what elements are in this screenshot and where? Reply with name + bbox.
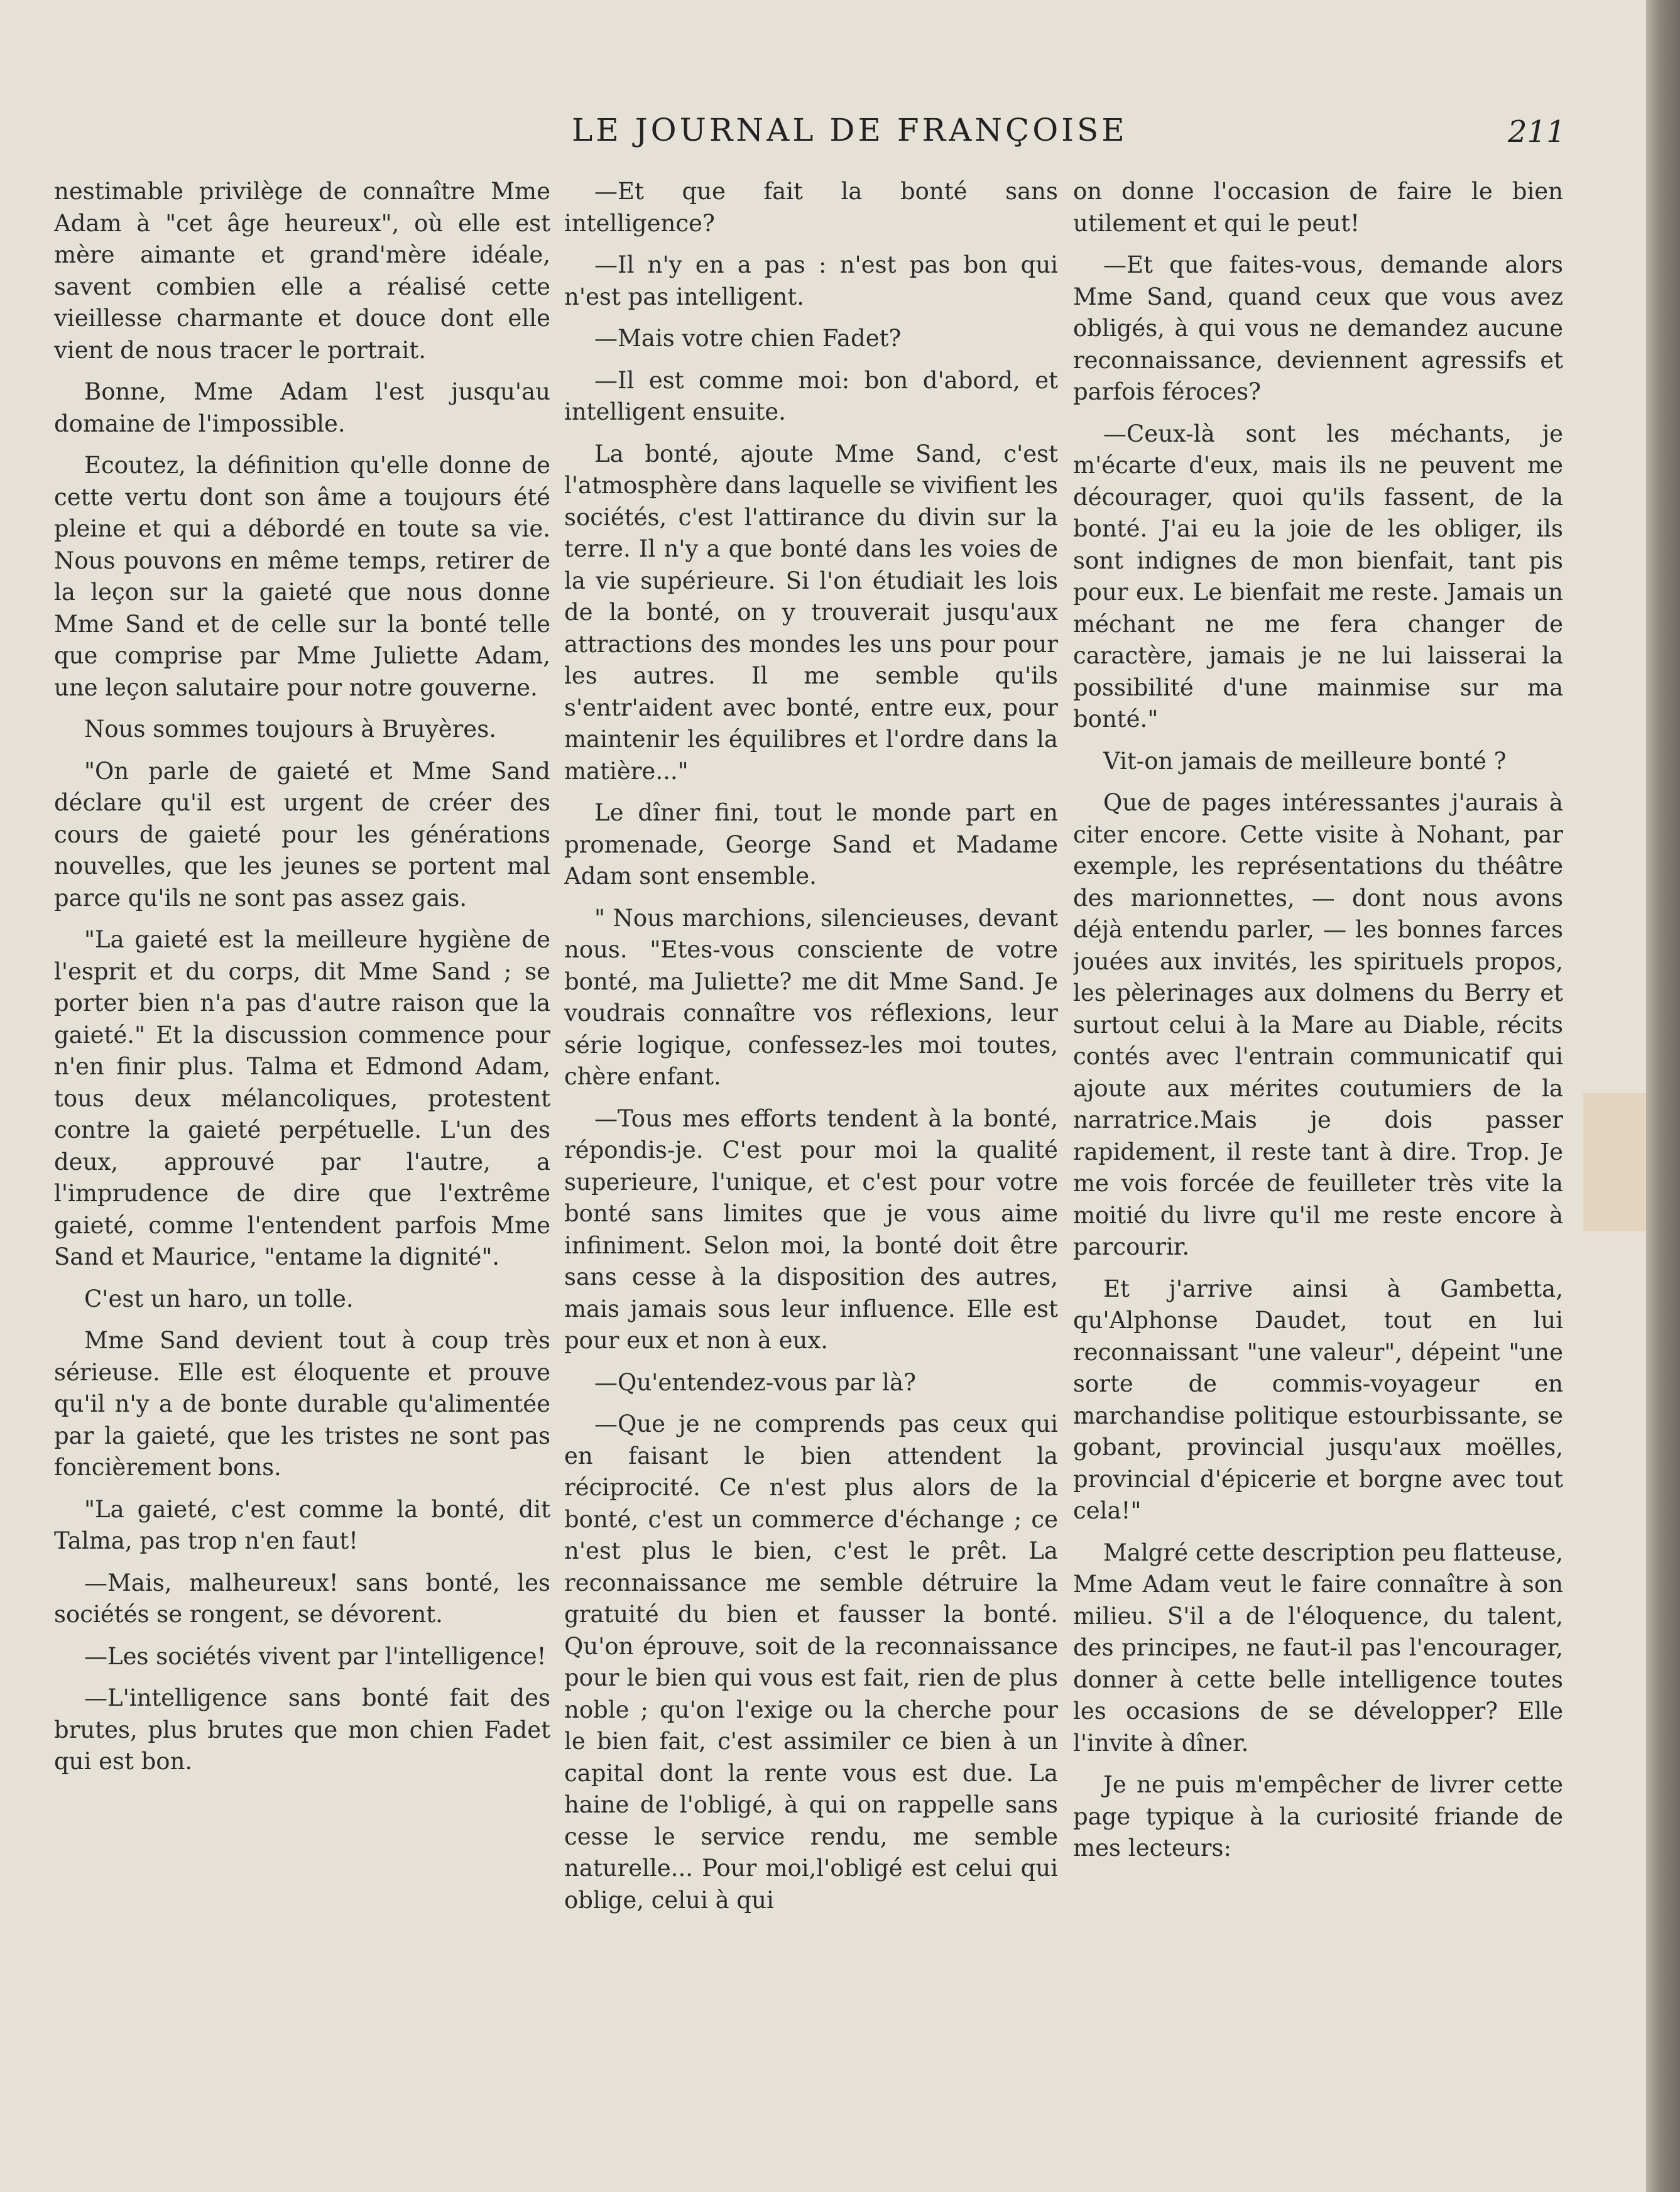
paragraph: —Qu'entendez-vous par là? (594, 1368, 916, 1396)
text-column-3 (1073, 176, 1563, 2155)
paragraph: —Il est comme moi: bon d'abord, et intelligent ensuite. (564, 366, 1058, 425)
paragraph: "On parle de gaieté et Mme Sand déclare qu'il est urgent de créer des cours de gaieté pour les générations nouvelles, que les jeunes se portent mal parce qu'ils ne sont pas assez gais. (54, 757, 550, 912)
paragraph: " Nous marchions, silencieuses, devant nous. "Etes-vous consciente de votre bonté, ma Juliette? me dit Mme Sand. Je voudrais connaître vos réflexions, leur série logique, confessez-les moi toutes, chère enfant. (564, 904, 1058, 1090)
binding-edge (1646, 0, 1680, 2192)
paragraph: nestimable privilège de connaître Mme Adam à "cet âge heureux", où elle est mère aimante et grand'mère idéale, savent combien elle a réalisé cette vieillesse charmante et douce dont elle vient de nous tracer le portrait. (54, 178, 550, 364)
running-head (0, 112, 1646, 156)
paragraph: La bonté, ajoute Mme Sand, c'est l'atmosphère dans laquelle se vivifient les sociétés, c'est l'attirance du divin sur la terre. Il n'y a que bonté dans les voies de la vie supérieure. Si l'on étudiait les lois de la bonté, on y trouverait jusqu'aux attractions des mondes les uns pour pour les autres. Il me semble qu'ils s'entr'aident avec bonté, entre eux, pour maintenir les équilibres et l'ordre dans la matière..." (564, 440, 1058, 785)
journal-title: LE JOURNAL DE FRANÇOISE (572, 112, 1128, 148)
paragraph: —Que je ne comprends pas ceux qui en faisant le bien attendent la réciprocité. Ce n'est plus alors de la bonté, c'est un commerce d'échange ; ce n'est plus le bien, c'est le prêt. La reconnaissance me semble détruire la gratuité du bien et fausser la bonté. Qu'on éprouve, soit de la reconnaissance pour le bien qui vous est fait, rien de plus noble ; qu'on l'exige ou la cherche pour le bien fait, c'est assimiler ce bien à un capital dont la rente vous est due. La haine de l'obligé, à qui on rappelle sans cesse le service rendu, me semble naturelle... Pour moi,l'obligé est celui qui oblige, celui à qui (564, 1410, 1058, 1914)
paragraph: Ecoutez, la définition qu'elle donne de cette vertu dont son âme a toujours été pleine et qui a débordé en toute sa vie. Nous pouvons en même temps, retirer de la leçon sur la gaieté que nous donne Mme Sand et de celle sur la bonté telle que comprise par Mme Juliette Adam, une leçon salutaire pour notre gouverne. (54, 452, 550, 701)
text-column-2 (564, 176, 1058, 2155)
paragraph: Malgré cette description peu flatteuse, Mme Adam veut le faire connaître à son milieu. S'il a de l'éloquence, du talent, des principes, ne faut-il pas l'encourager, donner à cette belle intelligence toutes les occasions de se développer? Elle l'invite à dîner. (1073, 1539, 1563, 1757)
paragraph: Nous sommes toujours à Bruyères. (84, 716, 496, 743)
paragraph: "La gaieté, c'est comme la bonté, dit Talma, pas trop n'en faut! (54, 1495, 550, 1554)
paragraph: Je ne puis m'empêcher de livrer cette page typique à la curiosité friande de mes lecteurs: (1073, 1771, 1563, 1862)
paragraph: —Et que fait la bonté sans intelligence? (564, 178, 1058, 237)
paragraph: —Les sociétés vivent par l'intelligence! (84, 1642, 547, 1670)
paragraph: —Ceux-là sont les méchants, je m'écarte d'eux, mais ils ne peuvent me décourager, quoi qu'ils fassent, de la bonté. J'ai eu la joie de les obliger, ils sont indignes de mon bienfait, tant pis pour eux. Le bienfait me reste. Jamais un méchant ne me fera changer de caractère, jamais je ne lui laisserai la possibilité d'une mainmise sur ma bonté." (1073, 420, 1563, 733)
paragraph: —L'intelligence sans bonté fait des brutes, plus brutes que mon chien Fadet qui est bon. (54, 1684, 550, 1775)
paragraph: —Tous mes efforts tendent à la bonté, répondis-je. C'est pour moi la qualité superieure, l'unique, et c'est pour votre bonté sans limites que je vous aime infiniment. Selon moi, la bonté doit être sans cesse à la disposition des autres, mais jamais sous leur influence. Elle est pour eux et non à eux. (564, 1104, 1058, 1354)
paragraph: on donne l'occasion de faire le bien utilement et qui le peut! (1073, 178, 1563, 237)
paragraph: —Et que faites-vous, demande alors Mme Sand, quand ceux que vous avez obligés, à qui vous ne demandez aucune reconnaissance, deviennent agressifs et parfois féroces? (1073, 251, 1563, 405)
paragraph: —Mais, malheureux! sans bonté, les sociétés se rongent, se dévorent. (54, 1569, 550, 1628)
paragraph: C'est un haro, un tolle. (84, 1285, 354, 1312)
paragraph: Mme Sand devient tout à coup très sérieuse. Elle est éloquente et prouve qu'il n'y a de bonte durable qu'alimentée par la gaieté, que les tristes ne sont pas foncièrement bons. (54, 1327, 550, 1481)
page-number: 211 (1508, 114, 1566, 150)
paragraph: Le dîner fini, tout le monde part en promenade, George Sand et Madame Adam sont ensemble. (564, 799, 1058, 890)
paragraph: —Mais votre chien Fadet? (594, 325, 902, 352)
paragraph: —Il n'y en a pas : n'est pas bon qui n'est pas intelligent. (564, 251, 1058, 310)
paragraph: Vit-on jamais de meilleure bonté ? (1103, 747, 1507, 775)
paragraph: Bonne, Mme Adam l'est jusqu'au domaine de l'impossible. (54, 378, 550, 437)
paper-stain (1583, 1093, 1646, 1231)
paragraph: Et j'arrive ainsi à Gambetta, qu'Alphonse Daudet, tout en lui reconnaissant "une valeur", dépeint "une sorte de commis-voyageur en marchandise politique estourbissante, se gobant, provincial jusqu'aux moëlles, provincial d'épicerie et borgne avec tout cela!" (1073, 1275, 1563, 1524)
text-column-1 (54, 176, 550, 2155)
paragraph: "La gaieté est la meilleure hygiène de l'esprit et du corps, dit Mme Sand ; se porter bien n'a pas d'autre raison que la gaieté." Et la discussion commence pour n'en finir plus. Talma et Edmond Adam, tous deux mélancoliques, protestent contre la gaieté perpétuelle. L'un des deux, approuvé par l'autre, a l'imprudence de dire que l'extrême gaieté, comme l'entendent parfois Mme Sand et Maurice, "entame la dignité". (54, 926, 550, 1270)
paragraph: Que de pages intéressantes j'aurais à citer encore. Cette visite à Nohant, par exemple, les représentations du théâtre des marionnettes, — dont nous avons déjà entendu parler, — les bonnes farces jouées aux invités, les spirituels propos, les pèlerinages aux dolmens du Berry et surtout celui à la Mare au Diable, récits contés avec l'entrain communicatif qui ajoute aux mérites coutumiers de la narratrice.Mais je dois passer rapidement, il reste tant à dire. Trop. Je me vois forcée de feuilleter très vite la moitié du livre qu'il me reste encore à parcourir. (1073, 789, 1563, 1260)
